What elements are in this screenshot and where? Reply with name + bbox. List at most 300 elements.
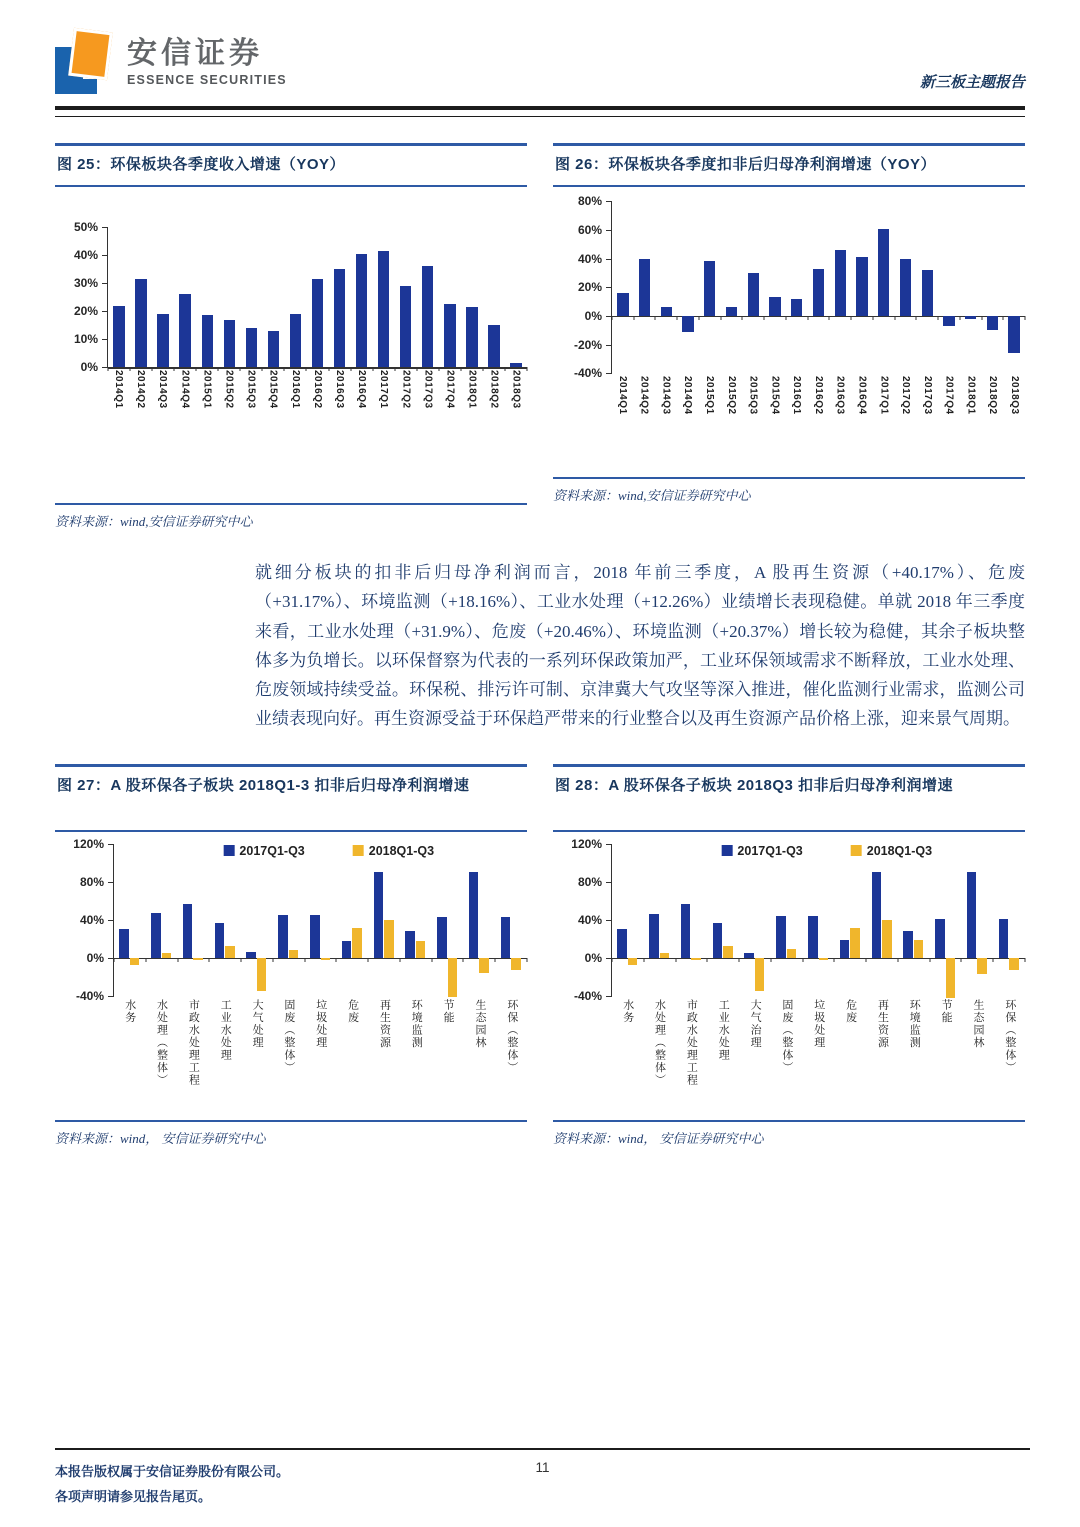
- x-tick-mark: [241, 958, 242, 962]
- x-category: [738, 999, 770, 1105]
- bar-2018Q3: [510, 363, 521, 367]
- bar-2018Q3: [1008, 316, 1019, 353]
- legend-item-2018Q1-Q3: [353, 844, 434, 858]
- x-category: [872, 376, 894, 460]
- x-category: [611, 999, 643, 1105]
- bar-2017Q2: [900, 259, 911, 316]
- y-tick-mark: [102, 227, 108, 228]
- figure-28-source: 资料来源：wind， 安信证券研究中心: [553, 1120, 1025, 1147]
- bar-2018Q1-Q3-危废: [352, 928, 362, 957]
- y-tick-label: 80%: [577, 874, 602, 889]
- x-tick-mark: [209, 958, 210, 962]
- y-tick-label: 0%: [86, 950, 104, 965]
- x-category-label: 水处理（整体）: [653, 998, 666, 1087]
- bar-2017Q1-Q3-水务: [119, 929, 129, 958]
- x-category: [698, 376, 720, 460]
- y-tick-mark: [102, 283, 108, 284]
- bar-2018Q1: [965, 316, 976, 319]
- x-category: [916, 376, 938, 460]
- x-tick-mark: [527, 958, 528, 962]
- x-category: [829, 376, 851, 460]
- x-tick-mark: [698, 316, 699, 320]
- x-tick-mark: [916, 316, 917, 320]
- x-category: [611, 376, 633, 460]
- x-tick-mark: [961, 958, 962, 962]
- figure-27-chart: [55, 836, 527, 1114]
- x-category: [107, 370, 129, 454]
- legend-item-2018Q1-Q3: [851, 844, 932, 858]
- x-category: [306, 370, 328, 454]
- x-tick-mark: [981, 316, 982, 320]
- bar-2017Q1-Q3-固废（整体）: [278, 915, 288, 958]
- y-tick-label: 30%: [73, 276, 98, 291]
- bar-2016Q4: [356, 254, 367, 367]
- bar-2017Q1-Q3-固废（整体）: [776, 916, 786, 958]
- y-tick-label: -40%: [573, 366, 602, 381]
- x-category: [304, 999, 336, 1105]
- bar-2018Q1-Q3-大气处理: [257, 958, 267, 991]
- bar-2017Q1-Q3-工业水处理: [713, 923, 723, 957]
- x-category-label: 2018Q2: [488, 370, 500, 409]
- bar-2018Q1-Q3-环保（整体）: [1009, 958, 1019, 970]
- x-category-label: 节能: [940, 998, 953, 1024]
- y-tick-label: 40%: [79, 912, 104, 927]
- x-tick-mark: [1003, 316, 1004, 320]
- x-category: [368, 999, 400, 1105]
- x-category-label: 节能: [442, 998, 455, 1024]
- x-category: [217, 370, 239, 454]
- bar-2017Q1-Q3-大气处理: [246, 952, 256, 958]
- bar-2018Q1-Q3-危废: [850, 928, 860, 957]
- plot-area: [107, 227, 527, 367]
- y-tick-label: 0%: [584, 308, 602, 323]
- y-tick-mark: [108, 844, 114, 845]
- bar-2017Q1-Q3-节能: [437, 917, 447, 958]
- x-tick-mark: [482, 367, 483, 371]
- x-axis-labels: [611, 999, 1025, 1105]
- bar-2018Q1-Q3-生态园林: [977, 958, 987, 974]
- bar-2017Q3: [922, 270, 933, 316]
- bar-2017Q1-Q3-再生资源: [872, 872, 882, 958]
- footer-line-1: 本报告版权属于安信证券股份有限公司。: [55, 1464, 290, 1479]
- x-category-label: 2016Q4: [356, 370, 368, 409]
- x-category-label: 2018Q1: [466, 370, 478, 409]
- y-tick-mark: [606, 882, 612, 883]
- x-tick-mark: [675, 958, 676, 962]
- bar-2015Q1: [704, 261, 715, 315]
- bar-2017Q1-Q3-生态园林: [967, 872, 977, 958]
- x-category: [720, 376, 742, 460]
- y-tick-label: 50%: [73, 220, 98, 235]
- x-tick-mark: [240, 367, 241, 371]
- figure-27: [55, 764, 527, 1147]
- bar-2014Q4: [179, 294, 190, 367]
- y-tick-label: 20%: [577, 280, 602, 295]
- x-category-label: 2014Q1: [616, 376, 628, 415]
- x-category-label: 2017Q2: [900, 376, 912, 415]
- bar-2015Q2: [224, 320, 235, 368]
- logo-orange-shape: [68, 28, 113, 80]
- x-axis-labels: [113, 999, 527, 1105]
- x-tick-mark: [372, 367, 373, 371]
- x-tick-mark: [829, 316, 830, 320]
- figure-27-source: 资料来源：wind， 安信证券研究中心: [55, 1120, 527, 1147]
- bar-2017Q1: [378, 251, 389, 367]
- x-category-label: 生态园林: [473, 998, 486, 1049]
- bar-2017Q1-Q3-节能: [935, 919, 945, 958]
- footer-line-2: 各项声明请参见报告尾页。: [55, 1488, 212, 1504]
- bar-2018Q1-Q3-工业水处理: [225, 946, 235, 957]
- x-tick-mark: [643, 958, 644, 962]
- x-tick-mark: [707, 958, 708, 962]
- x-tick-mark: [720, 316, 721, 320]
- essence-securities-logo-icon: [55, 30, 113, 94]
- bar-2016Q4: [856, 257, 867, 316]
- bar-2018Q1-Q3-节能: [448, 958, 458, 997]
- bar-2018Q1-Q3-环境监测: [416, 941, 426, 958]
- x-category-label: 2015Q3: [747, 376, 759, 415]
- x-category-label: 2015Q4: [769, 376, 781, 415]
- bar-2018Q1-Q3-生态园林: [479, 958, 489, 973]
- y-tick-label: -20%: [573, 337, 602, 352]
- x-category: [763, 376, 785, 460]
- figure-25-chart: [55, 191, 527, 497]
- bar-2018Q1-Q3-水务: [130, 958, 140, 966]
- x-category-label: 2014Q3: [157, 370, 169, 409]
- x-category-label: 2017Q1: [378, 370, 390, 409]
- x-category: [272, 999, 304, 1105]
- bar-2017Q1-Q3-环境监测: [405, 931, 415, 958]
- bar-2017Q1-Q3-环保（整体）: [999, 919, 1009, 958]
- bar-2018Q2: [987, 316, 998, 330]
- bar-2017Q3: [422, 266, 433, 367]
- bar-2015Q1: [202, 315, 213, 367]
- footer-spacer: [563, 1460, 1031, 1509]
- x-category-label: 垃圾处理: [314, 998, 327, 1049]
- x-tick-mark: [993, 958, 994, 962]
- y-tick-mark: [606, 230, 612, 231]
- x-category: [834, 999, 866, 1105]
- y-tick-label: -40%: [75, 988, 104, 1003]
- bar-2015Q4: [268, 331, 279, 367]
- plot-area: [611, 844, 1025, 996]
- y-tick-mark: [606, 996, 612, 997]
- x-category: [981, 376, 1003, 460]
- x-tick-mark: [742, 316, 743, 320]
- x-tick-mark: [130, 367, 131, 371]
- x-category: [372, 370, 394, 454]
- chart-plot-row: [553, 836, 1025, 1003]
- x-category: [350, 370, 372, 454]
- x-category-label: 2016Q1: [791, 376, 803, 415]
- x-tick-mark: [328, 367, 329, 371]
- y-tick-mark: [606, 259, 612, 260]
- x-tick-mark: [152, 367, 153, 371]
- x-category-label: 2017Q4: [943, 376, 955, 415]
- x-category-label: 2014Q4: [682, 376, 694, 415]
- x-category-label: 2017Q3: [921, 376, 933, 415]
- y-axis-labels: [553, 836, 611, 1003]
- bar-2017Q1-Q3-再生资源: [374, 872, 384, 958]
- y-tick-mark: [606, 287, 612, 288]
- brand-block: [55, 30, 287, 94]
- footer-disclaimer: [55, 1460, 523, 1509]
- bar-2016Q3: [334, 269, 345, 367]
- x-tick-mark: [306, 367, 307, 371]
- figure-28: [553, 764, 1025, 1147]
- bar-2014Q4: [682, 316, 693, 332]
- x-category: [209, 999, 241, 1105]
- brand-name-en: ESSENCE SECURITIES: [127, 73, 287, 87]
- brand-name-cn: 安信证券: [127, 37, 263, 70]
- bar-2014Q1: [617, 293, 628, 316]
- legend-label: 2018Q1-Q3: [866, 843, 933, 858]
- x-axis-line: [612, 316, 1025, 318]
- x-axis-labels: [107, 370, 527, 454]
- bar-2016Q3: [835, 250, 846, 316]
- bar-2018Q1-Q3-市政水处理工程: [691, 958, 701, 960]
- x-tick-mark: [1025, 958, 1026, 962]
- x-category-label: 2018Q3: [510, 370, 522, 409]
- x-category: [240, 370, 262, 454]
- x-category-label: 2015Q1: [201, 370, 213, 409]
- bar-2017Q1-Q3-大气治理: [744, 953, 754, 958]
- x-category-label: 水处理（整体）: [155, 998, 168, 1087]
- y-axis-labels: [55, 220, 107, 375]
- x-category-label: 2014Q2: [638, 376, 650, 415]
- x-category-label: 环境监测: [908, 998, 921, 1049]
- figure-row-bottom: [55, 764, 1025, 1147]
- brand-text: [127, 37, 287, 87]
- x-category-label: 固废（整体）: [282, 998, 295, 1074]
- bar-2015Q3: [246, 328, 257, 367]
- x-category: [463, 999, 495, 1105]
- x-category-label: 2016Q1: [289, 370, 301, 409]
- x-tick-mark: [802, 958, 803, 962]
- x-tick-mark: [350, 367, 351, 371]
- bar-2018Q1: [466, 307, 477, 367]
- y-tick-mark: [108, 882, 114, 883]
- x-category: [151, 370, 173, 454]
- x-tick-mark: [894, 316, 895, 320]
- bar-2018Q1-Q3-再生资源: [384, 920, 394, 958]
- x-tick-mark: [764, 316, 765, 320]
- bar-2017Q1-Q3-垃圾处理: [310, 915, 320, 958]
- x-category: [438, 370, 460, 454]
- x-tick-mark: [851, 316, 852, 320]
- figure-25-title: 图 25：环保板块各季度收入增速（YOY）: [55, 143, 527, 187]
- x-tick-mark: [196, 367, 197, 371]
- x-category-label: 2016Q3: [333, 370, 345, 409]
- x-tick-mark: [108, 367, 109, 371]
- bar-2017Q1-Q3-环保（整体）: [501, 917, 511, 958]
- legend-swatch-yellow-icon: [353, 845, 364, 856]
- y-tick-mark: [102, 311, 108, 312]
- x-tick-mark: [770, 958, 771, 962]
- x-category-label: 垃圾处理: [812, 998, 825, 1049]
- x-tick-mark: [399, 958, 400, 962]
- x-axis-labels: [611, 376, 1025, 460]
- x-category-label: 2016Q4: [856, 376, 868, 415]
- chart-plot-row: [55, 836, 527, 1003]
- figure-26-source: 资料来源：wind,安信证券研究中心: [553, 477, 1025, 504]
- x-tick-mark: [177, 958, 178, 962]
- x-tick-mark: [739, 958, 740, 962]
- x-category-label: 2017Q3: [422, 370, 434, 409]
- x-category: [431, 999, 463, 1105]
- x-category-label: 2018Q1: [965, 376, 977, 415]
- x-category: [676, 376, 698, 460]
- bar-2017Q1: [878, 229, 889, 316]
- legend-swatch-blue-icon: [223, 845, 234, 856]
- x-tick-mark: [145, 958, 146, 962]
- x-category: [461, 370, 483, 454]
- x-tick-mark: [807, 316, 808, 320]
- y-tick-mark: [102, 339, 108, 340]
- legend-swatch-yellow-icon: [851, 845, 862, 856]
- bar-2017Q1-Q3-生态园林: [469, 872, 479, 958]
- legend-swatch-blue-icon: [721, 845, 732, 856]
- x-category: [195, 370, 217, 454]
- x-category: [802, 999, 834, 1105]
- x-tick-mark: [612, 316, 613, 320]
- bar-2017Q1-Q3-环境监测: [903, 931, 913, 958]
- bar-2016Q1: [290, 314, 301, 367]
- x-category: [394, 370, 416, 454]
- x-category-label: 大气处理: [251, 998, 264, 1049]
- y-tick-mark: [606, 920, 612, 921]
- x-axis-line: [108, 367, 527, 369]
- x-category-label: 危废: [844, 998, 857, 1024]
- x-tick-mark: [284, 367, 285, 371]
- bar-2017Q1-Q3-市政水处理工程: [183, 904, 193, 958]
- x-category-label: 水务: [621, 998, 634, 1024]
- plot-area: [113, 844, 527, 996]
- x-category: [938, 376, 960, 460]
- x-tick-mark: [504, 367, 505, 371]
- x-tick-mark: [272, 958, 273, 962]
- figure-26: [553, 143, 1025, 530]
- x-tick-mark: [218, 367, 219, 371]
- legend-item-2017Q1-Q3: [721, 844, 802, 858]
- bar-2017Q4: [444, 304, 455, 367]
- bar-2016Q2: [813, 269, 824, 316]
- page-number: 11: [535, 1460, 550, 1475]
- x-tick-mark: [872, 316, 873, 320]
- x-tick-mark: [612, 958, 613, 962]
- body-paragraph: 就细分板块的扣非后归母净利润而言，2018 年前三季度，A 股再生资源（+40.17%）、危废（+31.17%）、环境监测（+18.16%）、工业水处理（+12.26%）业绩增长表现稳健。单就 2018 年三季度来看，工业水处理（+31.9%）、危废（+20.46%）、环境监测（+20.37%）增长较为稳健，其余子板块整体多为负增长。以环保督察为代表的一系列环保政策加严，工业环保领域需求不断释放，工业水处理、危废领域持续受益。环保税、排污许可制、京津冀大气攻坚等深入推进，催化监测行业需求，监测公司业绩表现向好。再生资源受益于环保趋严带来的行业整合以及再生资源产品价格上涨，迎来景气周期。: [255, 563, 1025, 729]
- bar-2018Q2: [488, 325, 499, 367]
- x-category-label: 2017Q4: [444, 370, 456, 409]
- x-category: [655, 376, 677, 460]
- x-category: [145, 999, 177, 1105]
- y-tick-label: 40%: [577, 912, 602, 927]
- figure-26-title: 图 26：环保板块各季度扣非后归母净利润增速（YOY）: [553, 143, 1025, 187]
- bar-2017Q1-Q3-危废: [840, 940, 850, 958]
- bar-2018Q1-Q3-市政水处理工程: [193, 958, 203, 960]
- legend-item-2017Q1-Q3: [223, 844, 304, 858]
- x-tick-mark: [114, 958, 115, 962]
- x-category-label: 2016Q2: [311, 370, 323, 409]
- legend-label: 2017Q1-Q3: [737, 843, 803, 858]
- x-category-label: 工业水处理: [219, 998, 232, 1062]
- x-tick-mark: [677, 316, 678, 320]
- x-category: [284, 370, 306, 454]
- figure-25-source: 资料来源：wind,安信证券研究中心: [55, 503, 527, 530]
- x-category: [505, 370, 527, 454]
- x-category: [993, 999, 1025, 1105]
- x-tick-mark: [1025, 316, 1026, 320]
- bar-2014Q2: [639, 259, 650, 316]
- x-category-label: 生态园林: [971, 998, 984, 1049]
- x-category: [961, 999, 993, 1105]
- x-category-label: 2015Q1: [704, 376, 716, 415]
- x-tick-mark: [416, 367, 417, 371]
- x-category-label: 环保（整体）: [505, 998, 518, 1074]
- y-tick-label: 20%: [73, 304, 98, 319]
- y-tick-mark: [606, 844, 612, 845]
- x-tick-mark: [866, 958, 867, 962]
- x-category: [742, 376, 764, 460]
- x-category: [633, 376, 655, 460]
- bar-2014Q3: [661, 307, 672, 316]
- x-category-label: 2016Q3: [834, 376, 846, 415]
- x-category-label: 大气治理: [749, 998, 762, 1049]
- y-tick-label: 80%: [577, 194, 602, 209]
- x-category: [483, 370, 505, 454]
- y-tick-label: -40%: [573, 988, 602, 1003]
- x-tick-mark: [527, 367, 528, 371]
- x-category: [851, 376, 873, 460]
- chart-plot-row: [553, 194, 1025, 381]
- y-axis-labels: [55, 836, 113, 1003]
- y-tick-label: 40%: [577, 251, 602, 266]
- x-category: [262, 370, 284, 454]
- bar-2017Q1-Q3-工业水处理: [215, 923, 225, 957]
- x-category: [898, 999, 930, 1105]
- x-category-label: 2015Q4: [267, 370, 279, 409]
- x-category: [173, 370, 195, 454]
- x-tick-mark: [834, 958, 835, 962]
- bar-2017Q1-Q3-水务: [617, 929, 627, 958]
- x-category-label: 2018Q2: [987, 376, 999, 415]
- x-category-label: 水务: [123, 998, 136, 1024]
- x-category: [866, 999, 898, 1105]
- x-category: [707, 999, 739, 1105]
- x-tick-mark: [929, 958, 930, 962]
- report-type-label: 新三板主题报告: [919, 75, 1025, 91]
- bar-2017Q1-Q3-垃圾处理: [808, 916, 818, 958]
- figure-25: [55, 143, 527, 530]
- x-category-label: 2017Q2: [400, 370, 412, 409]
- x-category: [643, 999, 675, 1105]
- bar-2018Q1-Q3-环保（整体）: [511, 958, 521, 970]
- bar-2016Q1: [791, 299, 802, 316]
- x-tick-mark: [633, 316, 634, 320]
- x-category-label: 2015Q2: [725, 376, 737, 415]
- x-category: [328, 370, 350, 454]
- x-category-label: 2014Q3: [660, 376, 672, 415]
- footer-row: [55, 1460, 1030, 1509]
- x-category: [416, 370, 438, 454]
- figure-28-chart: [553, 836, 1025, 1114]
- x-tick-mark: [959, 316, 960, 320]
- y-tick-mark: [102, 255, 108, 256]
- chart-legend: [223, 844, 434, 858]
- x-tick-mark: [368, 958, 369, 962]
- x-category: [495, 999, 527, 1105]
- y-tick-label: 120%: [571, 836, 602, 851]
